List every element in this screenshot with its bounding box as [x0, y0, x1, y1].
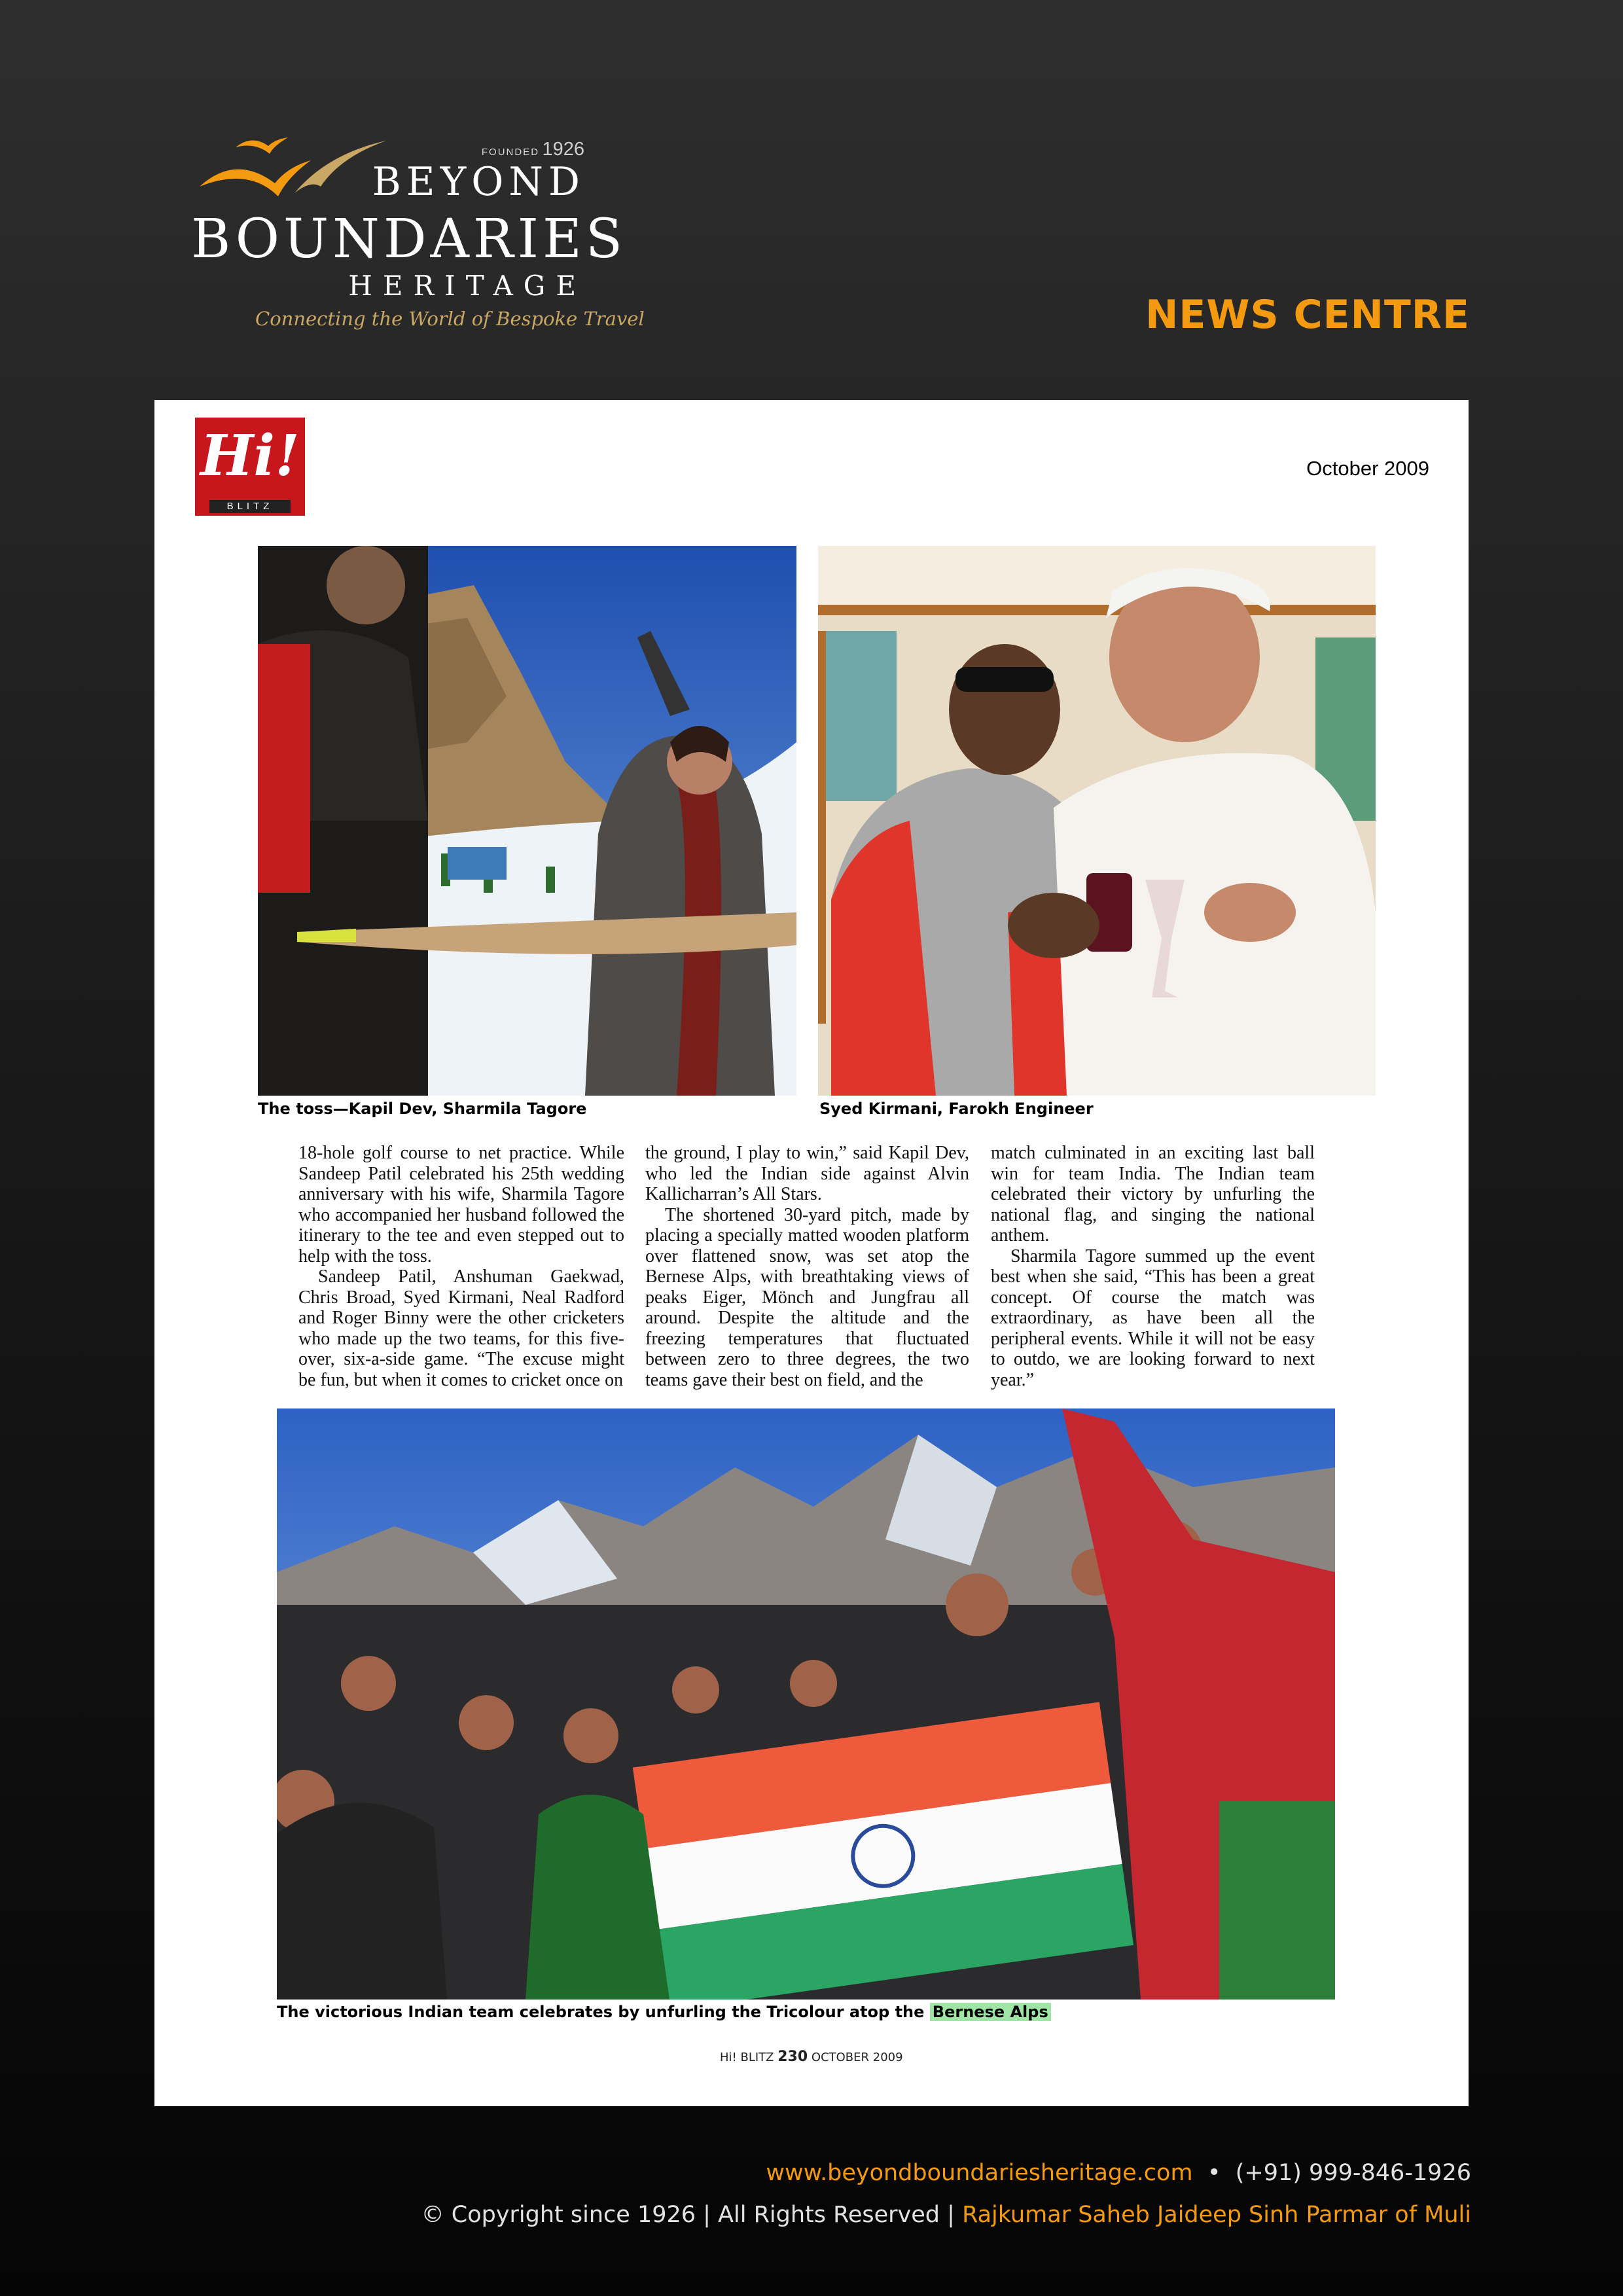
- founded-label: [481, 139, 584, 160]
- caption-team-text: The victorious Indian team celebrates by unfurling the Tricolour atop the: [277, 2003, 925, 2021]
- toss-scene-illustration: [258, 546, 796, 1096]
- logo-birds-icon: [196, 128, 393, 219]
- footer-copyright-text: © Copyright since 1926 | All Rights Reserved |: [421, 2202, 955, 2228]
- photo-caption-toss: The toss—Kapil Dev, Sharmila Tagore: [258, 1100, 587, 1118]
- founded-year: 1926: [542, 139, 584, 160]
- logo-tagline: Connecting the World of Bespoke Travel: [255, 308, 645, 330]
- news-centre-title: NEWS CENTRE: [1145, 292, 1470, 338]
- footer-copyright: [393, 2202, 1471, 2228]
- footer-website-link[interactable]: www.beyondboundariesheritage.com: [766, 2160, 1193, 2186]
- publication-date: October 2009: [1306, 457, 1429, 480]
- footer-separator: •: [1207, 2160, 1221, 2186]
- folio-page-number: 230: [777, 2049, 808, 2065]
- publication-logo-subtext: BLITZ: [209, 500, 291, 513]
- publication-logo: [195, 418, 305, 516]
- column-1-paragraph-2: Sandeep Patil, Anshuman Gaekwad, Chris Broad, Syed Kirmani, Neal Radford and Roger Binny were the other cricketers who made up the two teams, for this five-over, six-a-side game. “The excuse might be fun, but when it comes to cricket once on: [298, 1266, 624, 1390]
- publication-logo-text: Hi!: [200, 423, 300, 489]
- photo-the-toss: [258, 546, 796, 1096]
- column-3-paragraph-2: Sharmila Tagore summed up the event best when she said, “This has been a great concept. Of course the match was extraordinary, as have been all the peripheral events. While it will not be easy to outdo, we are looking forward to next year.”: [991, 1246, 1315, 1390]
- column-3-paragraph-1: match culminated in an exciting last ball win for team India. The Indian team celebrated their victory by unfurling the national flag, and singing the national anthem.: [991, 1143, 1315, 1246]
- photo-caption-kirmani-engineer: Syed Kirmani, Farokh Engineer: [819, 1100, 1094, 1118]
- column-2-paragraph-2: The shortened 30-yard pitch, made by placing a specially matted wooden platform over flattened snow, was set atop the Bernese Alps, with breathtaking views of peaks Eiger, Mönch and Jungfrau all around. Despite the altitude and the freezing temperatures that fluctuated between zero to three degrees, the two teams gave their best on field, and the: [645, 1204, 969, 1390]
- founded-text: FOUNDED: [481, 147, 540, 158]
- logo-line-boundaries: BOUNDARIES: [191, 208, 626, 270]
- team-celebration-illustration: [277, 1408, 1335, 2000]
- footer-owner-name: Rajkumar Saheb Jaideep Sinh Parmar of Muli: [962, 2202, 1471, 2228]
- footer-phone: (+91) 999-846-1926: [1235, 2160, 1471, 2186]
- footer-contact: [654, 2160, 1471, 2186]
- article-column-3: [991, 1143, 1315, 1390]
- column-2-paragraph-1: the ground, I play to win,” said Kapil Dev, who led the Indian side against Alvin Kallicharran’s All Stars.: [645, 1143, 969, 1204]
- folio-date: OCTOBER 2009: [811, 2051, 903, 2064]
- photo-team-celebration: [277, 1408, 1335, 2000]
- article-column-2: [645, 1143, 969, 1390]
- caption-team-highlight: Bernese Alps: [930, 2003, 1051, 2021]
- photo-kirmani-engineer: [818, 546, 1376, 1096]
- page-folio: [720, 2049, 942, 2065]
- article-column-1: [298, 1143, 624, 1390]
- logo-line-beyond: BEYOND: [372, 159, 585, 205]
- column-1-paragraph-1: 18-hole golf course to net practice. While Sandeep Patil celebrated his 25th wedding anniversary with his wife, Sharmila Tagore who accompanied her husband followed the itinerary to the tee and even stepped out to help with the toss.: [298, 1143, 624, 1266]
- folio-publication: Hi! BLITZ: [720, 2051, 774, 2064]
- kirmani-engineer-illustration: [818, 546, 1376, 1096]
- logo-line-heritage: HERITAGE: [348, 270, 586, 302]
- photo-caption-team-celebration: [277, 2003, 1051, 2021]
